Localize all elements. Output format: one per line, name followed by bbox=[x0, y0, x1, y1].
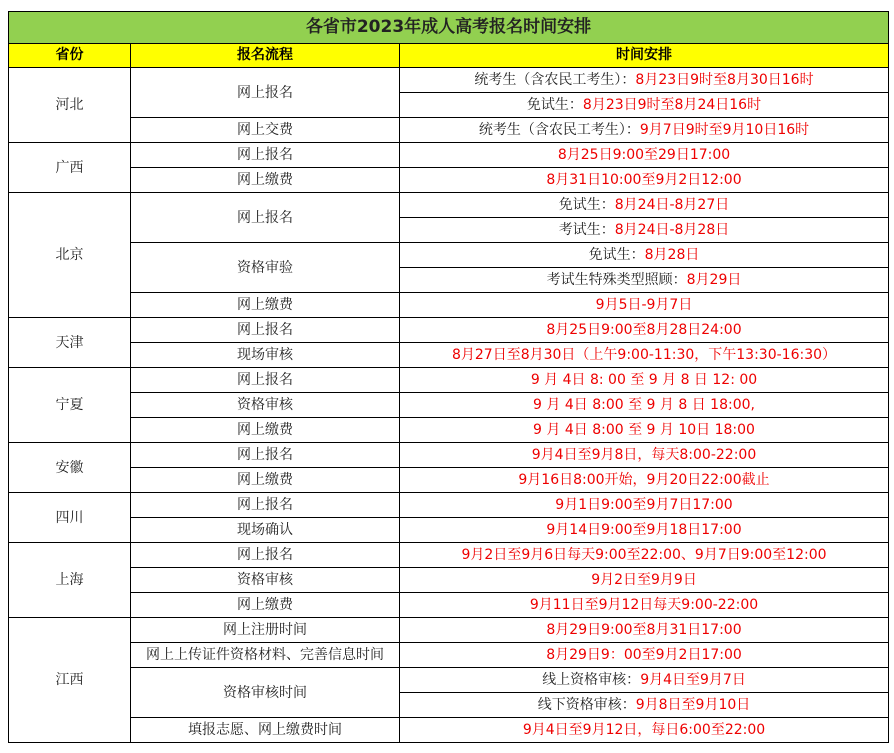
table-row bbox=[9, 318, 889, 343]
time-value: 8月31日10:00至9月2日12:00 bbox=[546, 172, 742, 188]
process-cell: 网上缴费 bbox=[131, 418, 400, 443]
table-row bbox=[9, 68, 889, 93]
process-cell: 网上缴费 bbox=[131, 468, 400, 493]
time-value: 9 月 4日 8:00 至 9 月 10日 18:00 bbox=[533, 422, 755, 438]
time-cell bbox=[400, 693, 889, 718]
time-cell bbox=[400, 718, 889, 743]
time-value: 9月2日至9月9日 bbox=[591, 572, 697, 588]
time-value: 9月8日至9月10日 bbox=[635, 697, 751, 713]
process-cell: 网上报名 bbox=[131, 318, 400, 343]
time-value: 9月5日-9月7日 bbox=[595, 297, 693, 313]
process-cell: 网上交费 bbox=[131, 118, 400, 143]
schedule-table bbox=[8, 11, 889, 743]
title-row bbox=[9, 12, 889, 44]
province-cell: 安徽 bbox=[9, 443, 131, 493]
time-cell bbox=[400, 368, 889, 393]
process-cell: 网上报名 bbox=[131, 493, 400, 518]
process-cell: 网上缴费 bbox=[131, 293, 400, 318]
table-row bbox=[9, 543, 889, 568]
time-value: 8月24日-8月27日 bbox=[614, 197, 730, 213]
time-value: 9月7日9时至9月10日16时 bbox=[639, 122, 810, 138]
time-label: 考试生： bbox=[558, 222, 615, 238]
time-value: 8月28日 bbox=[644, 247, 700, 263]
table-row bbox=[9, 418, 889, 443]
table-row bbox=[9, 593, 889, 618]
process-cell: 资格审核时间 bbox=[131, 668, 400, 718]
province-cell: 北京 bbox=[9, 193, 131, 318]
province-cell: 广西 bbox=[9, 143, 131, 193]
header-row bbox=[9, 44, 889, 68]
process-cell: 网上报名 bbox=[131, 543, 400, 568]
time-cell bbox=[400, 493, 889, 518]
time-cell bbox=[400, 543, 889, 568]
time-cell bbox=[400, 118, 889, 143]
time-label: 考试生特殊类型照顾： bbox=[546, 272, 687, 288]
time-label: 免试生： bbox=[526, 97, 583, 113]
time-label: 免试生： bbox=[558, 197, 615, 213]
time-cell bbox=[400, 593, 889, 618]
time-value: 9月4日至9月7日 bbox=[640, 672, 746, 688]
process-cell: 网上上传证件资格材料、完善信息时间 bbox=[131, 643, 400, 668]
time-value: 9月2日至9月6日每天9:00至22:00、9月7日9:00至12:00 bbox=[461, 547, 827, 563]
header-province: 省份 bbox=[9, 44, 131, 68]
table-row bbox=[9, 368, 889, 393]
process-cell: 现场审核 bbox=[131, 343, 400, 368]
time-value: 9月16日8:00开始，9月20日22:00截止 bbox=[518, 472, 770, 488]
province-cell: 江西 bbox=[9, 618, 131, 743]
time-value: 8月24日-8月28日 bbox=[614, 222, 730, 238]
time-cell bbox=[400, 343, 889, 368]
time-value: 9月14日9:00至9月18日17:00 bbox=[546, 522, 742, 538]
time-value: 9 月 4日 8: 00 至 9 月 8 日 12: 00 bbox=[530, 372, 758, 388]
time-cell bbox=[400, 393, 889, 418]
time-value: 9月11日至9月12日每天9:00-22:00 bbox=[529, 597, 759, 613]
table-row bbox=[9, 168, 889, 193]
process-cell: 网上缴费 bbox=[131, 168, 400, 193]
time-label: 免试生： bbox=[588, 247, 645, 263]
time-cell bbox=[400, 418, 889, 443]
province-cell: 宁夏 bbox=[9, 368, 131, 443]
time-cell bbox=[400, 318, 889, 343]
time-value: 8月23日9时至8月30日16时 bbox=[635, 72, 814, 88]
time-label: 线上资格审核： bbox=[542, 672, 641, 688]
table-row bbox=[9, 243, 889, 268]
header-process: 报名流程 bbox=[131, 44, 400, 68]
table-row bbox=[9, 668, 889, 693]
time-value: 8月29日9：00至9月2日17:00 bbox=[546, 647, 742, 663]
time-cell bbox=[400, 268, 889, 293]
header-time: 时间安排 bbox=[400, 44, 889, 68]
table-row bbox=[9, 643, 889, 668]
table-row bbox=[9, 143, 889, 168]
table-row bbox=[9, 118, 889, 143]
table-row bbox=[9, 293, 889, 318]
table-row bbox=[9, 518, 889, 543]
time-value: 9月1日9:00至9月7日17:00 bbox=[555, 497, 733, 513]
province-cell: 河北 bbox=[9, 68, 131, 143]
province-cell: 上海 bbox=[9, 543, 131, 618]
time-value: 9月4日至9月12日，每日6:00至22:00 bbox=[522, 722, 766, 738]
process-cell: 网上报名 bbox=[131, 193, 400, 243]
time-value: 9 月 4日 8:00 至 9 月 8 日 18:00, bbox=[533, 397, 755, 413]
table-row bbox=[9, 493, 889, 518]
time-label: 统考生（含农民工考生）： bbox=[474, 72, 636, 88]
time-label: 线下资格审核： bbox=[537, 697, 636, 713]
time-cell bbox=[400, 568, 889, 593]
time-cell bbox=[400, 143, 889, 168]
table-row bbox=[9, 193, 889, 218]
process-cell: 网上报名 bbox=[131, 443, 400, 468]
table-row bbox=[9, 468, 889, 493]
table-row bbox=[9, 343, 889, 368]
process-cell: 资格审验 bbox=[131, 243, 400, 293]
table-row bbox=[9, 568, 889, 593]
time-cell bbox=[400, 93, 889, 118]
province-cell: 四川 bbox=[9, 493, 131, 543]
time-value: 8月25日9:00至29日17:00 bbox=[557, 147, 731, 163]
process-cell: 网上缴费 bbox=[131, 593, 400, 618]
process-cell: 现场确认 bbox=[131, 518, 400, 543]
time-cell bbox=[400, 668, 889, 693]
table-row bbox=[9, 718, 889, 743]
process-cell: 填报志愿、网上缴费时间 bbox=[131, 718, 400, 743]
time-label: 统考生（含农民工考生）： bbox=[478, 122, 640, 138]
province-cell: 天津 bbox=[9, 318, 131, 368]
time-cell bbox=[400, 443, 889, 468]
process-cell: 网上报名 bbox=[131, 143, 400, 168]
process-cell: 网上注册时间 bbox=[131, 618, 400, 643]
table-title: 各省市2023年成人高考报名时间安排 bbox=[9, 12, 889, 44]
time-value: 8月27日至8月30日（上午9:00-11:30，下午13:30-16:30） bbox=[451, 347, 837, 363]
time-value: 8月25日9:00至8月28日24:00 bbox=[546, 322, 742, 338]
process-cell: 资格审核 bbox=[131, 568, 400, 593]
table-row bbox=[9, 393, 889, 418]
time-cell bbox=[400, 293, 889, 318]
time-value: 9月4日至9月8日，每天8:00-22:00 bbox=[531, 447, 757, 463]
table-row bbox=[9, 443, 889, 468]
time-cell bbox=[400, 243, 889, 268]
time-value: 8月29日 bbox=[686, 272, 742, 288]
time-cell bbox=[400, 68, 889, 93]
process-cell: 网上报名 bbox=[131, 368, 400, 393]
time-value: 8月29日9:00至8月31日17:00 bbox=[546, 622, 742, 638]
time-cell bbox=[400, 468, 889, 493]
time-cell bbox=[400, 218, 889, 243]
time-cell bbox=[400, 518, 889, 543]
time-cell bbox=[400, 193, 889, 218]
process-cell: 网上报名 bbox=[131, 68, 400, 118]
time-cell bbox=[400, 643, 889, 668]
time-cell bbox=[400, 168, 889, 193]
table-row bbox=[9, 618, 889, 643]
process-cell: 资格审核 bbox=[131, 393, 400, 418]
time-cell bbox=[400, 618, 889, 643]
time-value: 8月23日9时至8月24日16时 bbox=[582, 97, 762, 113]
